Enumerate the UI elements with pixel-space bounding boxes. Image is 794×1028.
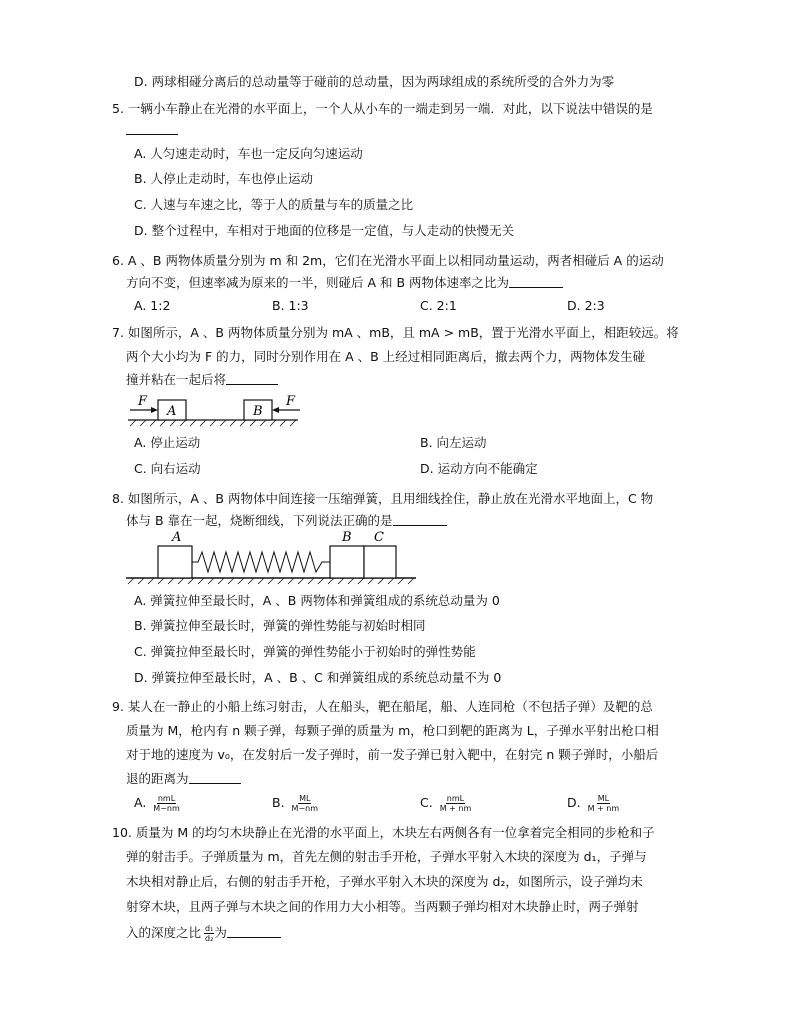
q9-stem-line1: 9. 某人在一静止的小船上练习射击，人在船头，靶在船尾，船、人连同枪（不包括子弹）及靶的总 bbox=[112, 699, 653, 714]
q10-stem-line5: 入的深度之比 $\frac{\text{d₁}}{\text{d₂}}$ 为 bbox=[126, 924, 281, 943]
q7-option-a: A. 停止运动 bbox=[134, 435, 201, 450]
q10-stem-line1: 10. 质量为 M 的均匀木块静止在光滑的水平面上，木块左右两侧各有一位拿着完全相同的步枪和子 bbox=[112, 825, 655, 840]
q5-option-b: B. 人停止走动时，车也停止运动 bbox=[134, 171, 314, 186]
q7-force-label-left: F bbox=[138, 394, 148, 409]
q9-option-c-fraction: $\frac{\text{nmL}}{M + nm}$ bbox=[439, 794, 472, 813]
q5-answer-blank bbox=[126, 122, 178, 138]
q8-stem-line2: 体与 B 靠在一起，烧断细线，下列说法正确的是 bbox=[126, 513, 447, 529]
q9-stem-line2: 质量为 M，枪内有 n 颗子弹，每颗子弹的质量为 m，枪口到靶的距离为 L，子弹水平射出枪口相 bbox=[126, 723, 659, 738]
q8-block-a bbox=[158, 546, 192, 578]
q6-stem-line1: 6. A 、B 两物体质量分别为 m 和 2m，它们在光滑水平面上以相同动量运动，两者相碰后 A 的运动 bbox=[112, 253, 664, 268]
q9-option-d-fraction: $\frac{ML}{M + nm}$ bbox=[587, 794, 620, 813]
q4-option-d: D. 两球相碰分离后的总动量等于碰前的总动量，因为两球组成的系统所受的合外力为零 bbox=[134, 74, 615, 89]
q8-block-c bbox=[364, 546, 396, 578]
q9-option-c: C. $\frac{\text{nmL}}{M + nm}$ bbox=[420, 794, 472, 813]
q8-option-a: A. 弹簧拉伸至最长时，A 、B 两物体和弹簧组成的系统总动量为 0 bbox=[134, 593, 500, 608]
q10-depth-ratio-fraction: $\frac{\text{d₁}}{\text{d₂}}$ bbox=[205, 924, 214, 943]
q8-stem-line1: 8. 如图所示，A 、B 两物体中间连接一压缩弹簧，且用细线拴住，静止放在光滑水平地面上，C 物 bbox=[112, 491, 654, 506]
q9-option-a-fraction: $\frac{\text{nmL}}{M-nm}$ bbox=[153, 794, 180, 813]
q8-option-c: C. 弹簧拉伸至最长时，弹簧的弹性势能小于初始时的弹性势能 bbox=[134, 644, 476, 659]
q5-option-a: A. 人匀速走动时，车也一定反向匀速运动 bbox=[134, 146, 363, 161]
q8-spring bbox=[192, 552, 330, 572]
q5-stem-line1: 5. 一辆小车静止在光滑的水平面上，一个人从小车的一端走到另一端．对此，以下说法中错误的是 bbox=[112, 101, 653, 116]
q8-option-d: D. 弹簧拉伸至最长时，A 、B 、C 和弹簧组成的系统总动量不为 0 bbox=[134, 670, 502, 685]
q8-block-b-label: B bbox=[342, 530, 352, 545]
q6-option-c: C. 2:1 bbox=[420, 298, 457, 313]
q5-option-d: D. 整个过程中，车相对于地面的位移是一定值，与人走动的快慢无关 bbox=[134, 223, 515, 238]
q6-option-b: B. 1:3 bbox=[272, 298, 309, 313]
q7-force-label-right: F bbox=[286, 394, 296, 409]
q7-block-a-label: A bbox=[167, 404, 177, 419]
q10-stem-line4: 射穿木块，且两子弹与木块之间的作用力大小相等。当两颗子弹均相对木块静止时，两子弹射 bbox=[126, 899, 639, 914]
q5-option-c: C. 人速与车速之比，等于人的质量与车的质量之比 bbox=[134, 197, 414, 212]
q8-block-b bbox=[330, 546, 364, 578]
q7-block-b-label: B bbox=[253, 404, 263, 419]
q7-stem-line3: 撞并粘在一起后将 bbox=[126, 372, 278, 388]
q8-figure bbox=[126, 528, 416, 588]
q9-stem-line3: 对于地的速度为 v₀，在发射后一发子弹时，前一发子弹已射入靶中，在射完 n 颗子弹时，小船后 bbox=[126, 747, 659, 762]
q9-option-b-fraction: $\frac{ML}{M-nm}$ bbox=[291, 794, 319, 813]
q6-stem-line2: 方向不变，但速率减为原来的一半，则碰后 A 和 B 两物体速率之比为 bbox=[126, 275, 563, 291]
q10-stem-line3: 木块相对静止后，右侧的射击手开枪，子弹水平射入木块的深度为 d₂，如图所示，设子弹均未 bbox=[126, 874, 643, 889]
q9-option-b: B. $\frac{ML}{M-nm}$ bbox=[272, 794, 319, 813]
q7-option-d: D. 运动方向不能确定 bbox=[420, 461, 538, 476]
q7-option-c: C. 向右运动 bbox=[134, 461, 201, 476]
q9-option-d: D. $\frac{ML}{M + nm}$ bbox=[567, 794, 620, 813]
q7-stem-line1: 7. 如图所示，A 、B 两物体质量分别为 mA 、mB，且 mA > mB，置于光滑水平面上，相距较远。将 bbox=[112, 325, 679, 340]
q8-option-b: B. 弹簧拉伸至最长时，弹簧的弹性势能与初始时相同 bbox=[134, 618, 426, 633]
q8-block-a-label: A bbox=[172, 530, 182, 545]
q7-option-b: B. 向左运动 bbox=[420, 435, 487, 450]
q6-option-a: A. 1:2 bbox=[134, 298, 171, 313]
q7-stem-line2: 两个大小均为 F 的力，同时分别作用在 A 、B 上经过相同距离后，撤去两个力，两物体发生碰 bbox=[126, 349, 646, 364]
q7-figure bbox=[126, 392, 306, 430]
q10-stem-line2: 弹的射击手。子弹质量为 m，首先左侧的射击手开枪，子弹水平射入木块的深度为 d₁，子弹与 bbox=[126, 849, 647, 864]
q6-option-d: D. 2:3 bbox=[567, 298, 605, 313]
q8-block-c-label: C bbox=[374, 530, 384, 545]
q9-option-a: A. $\frac{\text{nmL}}{M-nm}$ bbox=[134, 794, 180, 813]
q9-stem-line4: 退的距离为 bbox=[126, 771, 241, 787]
